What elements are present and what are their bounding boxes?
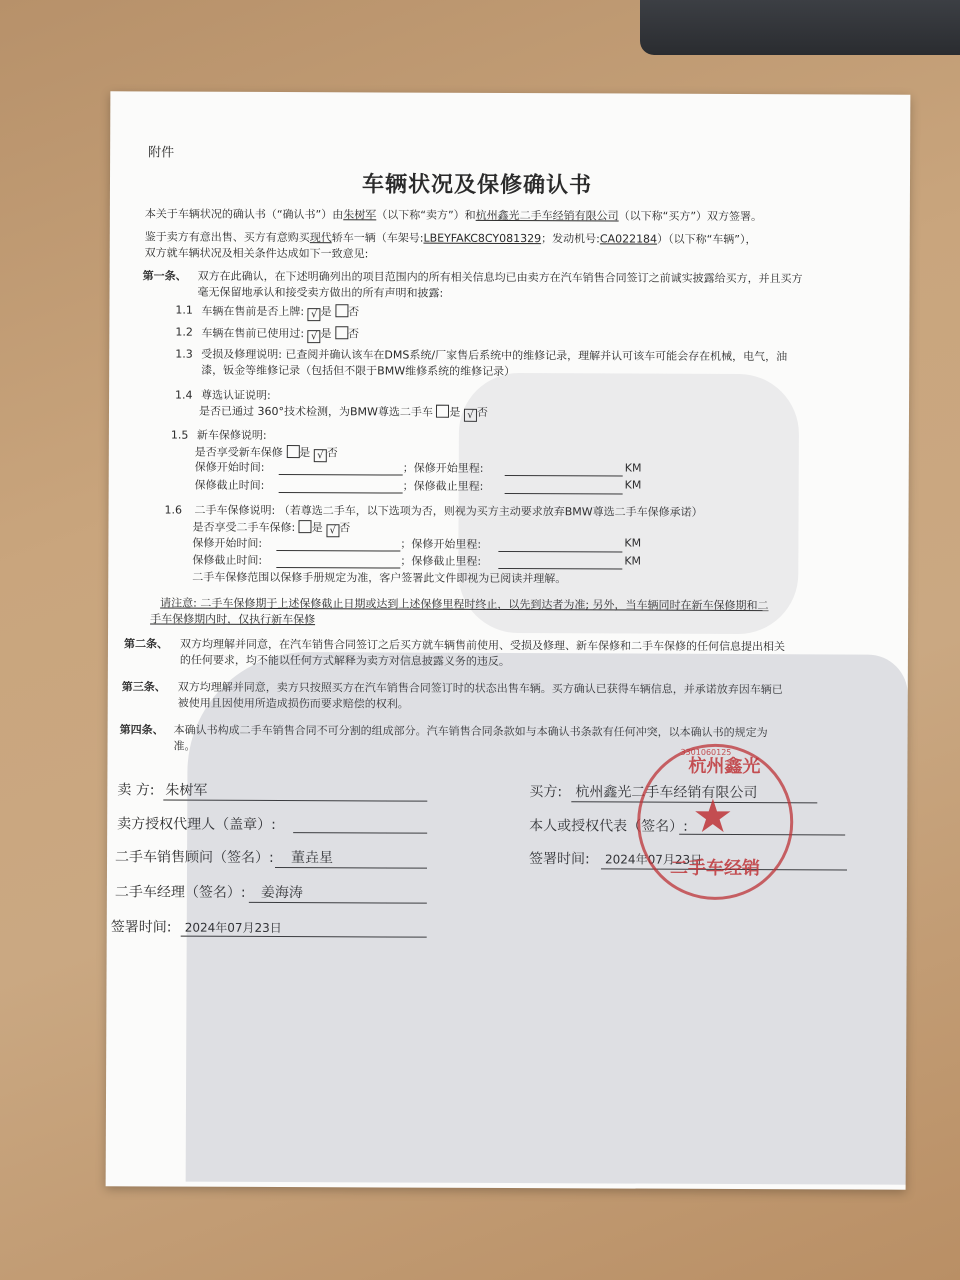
used-start-time-line	[276, 550, 400, 552]
item-1-2-row: 车辆在售前已使用过: √ 是 否	[201, 326, 360, 343]
seller-agent-line	[293, 832, 427, 834]
stamp-star-icon: ★	[692, 788, 734, 843]
seller-signature-value: 朱树军	[165, 782, 208, 799]
used-end-mileage-line	[498, 568, 622, 570]
seller-date-line	[181, 936, 427, 938]
notice-line-b: 手车保修期内时，仅执行新车保修	[150, 612, 316, 627]
attachment-label: 附件	[148, 145, 175, 161]
item-1-6-number: 1.6	[164, 503, 183, 517]
plate-yes-checkbox: √	[308, 308, 321, 321]
article-2-line-a: 双方均理解并同意，在汽车销售合同签订之后买方就车辆售前使用、受损及修理、新车保修和二手车保修的任何信息提出相关	[179, 637, 786, 654]
brand-field: 现代	[309, 231, 332, 245]
new-start-time-line	[279, 474, 403, 476]
item-1-5-number: 1.5	[170, 428, 189, 442]
seller-agent-label: 卖方授权代理人（盖章）:	[117, 816, 276, 833]
item-1-2-number: 1.2	[175, 325, 193, 339]
stamp-serial: 3301060125	[680, 747, 732, 757]
article-3-line-a: 双方均理解并同意，卖方只按照买方在汽车销售合同签订时的状态出售车辆。买方确认已获得车辆信息，并承诺放弃因车辆已	[177, 680, 783, 697]
article-3-label: 第三条、	[121, 680, 166, 694]
article-2-label: 第二条、	[123, 637, 169, 651]
used-car-manager-label: 二手车经理（签名）:	[114, 884, 246, 901]
used-start-mileage-label: ；保修开始里程:	[400, 537, 482, 551]
sales-consultant-label: 二手车销售顾问（签名）:	[115, 849, 274, 866]
item-1-6-row: 是否享受二手车保修: 是 √ 否	[192, 520, 351, 537]
article-4-line-a: 本确认书构成二手车销售合同不可分割的组成部分。汽车销售合同条款如与本确认书条款有任何冲突，以本确认书的规定为	[173, 723, 768, 740]
buyer-name-field: 杭州鑫光二手车经销有限公司	[475, 208, 619, 223]
item-1-3-text-b: 漆，钣金等维修记录（包括但不限于BMW维修系统的维修记录）	[201, 363, 516, 379]
buyer-rep-label: 本人或授权代表（签名）:	[529, 818, 688, 835]
buyer-date-label: 签署时间:	[529, 851, 590, 868]
new-start-mileage-line	[505, 475, 623, 477]
sales-consultant-value: 董垚星	[291, 850, 334, 867]
notice-line-a: 请注意: 二手车保修期于上述保修截止日期或达到上述保修里程时终止，以先到达者为准; 另外，当车辆同时在新车保修期和二	[160, 596, 769, 613]
article-1-text-b: 毫无保留地承认和接受卖方做出的所有声明和披露:	[197, 285, 444, 300]
used-no-checkbox	[335, 326, 348, 339]
new-end-mileage-label: ；保修截止里程:	[402, 479, 484, 493]
new-end-km-unit: KM	[624, 478, 642, 492]
new-warranty-yes-checkbox	[286, 445, 299, 458]
seller-signature-line	[163, 799, 427, 801]
item-1-4-row: 是否已通过 360°技术检测，为BMW尊选二手车 是 √ 否	[198, 404, 488, 421]
used-warranty-scope: 二手车保修范围以保修手册规定为准，客户签署此文件即视为已阅读并理解。	[192, 570, 567, 586]
new-start-mileage-label: ；保修开始里程:	[402, 461, 484, 475]
vin-field: LBEYFAKC8CY081329	[423, 231, 542, 246]
used-end-time-line	[276, 567, 400, 569]
used-end-mileage-label: ；保修截止里程:	[400, 554, 482, 568]
item-1-4-number: 1.4	[175, 388, 193, 402]
seller-date-value: 2024年07月23日	[184, 920, 282, 936]
engine-number-field: CA022184	[599, 232, 658, 246]
new-end-time-line	[279, 492, 403, 494]
company-seal-stamp	[637, 744, 794, 901]
certified-no-checkbox: √	[464, 409, 477, 422]
used-end-time-label: 保修截止时间:	[192, 553, 263, 567]
used-yes-checkbox: √	[308, 330, 321, 343]
article-1-text-a: 双方在此确认，在下述明确列出的项目范围内的所有相关信息均已由卖方在汽车销售合同签订之前诚实披露给买方，并且买方	[197, 269, 803, 286]
intro-line-1: 本关于车辆状况的确认书（“确认书”）由朱树军（以下称“卖方”）和杭州鑫光二手车经销有限公司（以下称“买方”）双方签署。	[144, 207, 763, 224]
item-1-5-row: 是否享受新车保修 是 √ 否	[194, 445, 338, 462]
article-1-label: 第一条、	[142, 269, 187, 283]
new-end-time-label: 保修截止时间:	[194, 478, 265, 492]
intro-line-3: 双方就车辆状况及相关条件达成如下一致意见:	[144, 246, 369, 261]
certified-yes-checkbox	[436, 405, 449, 418]
seller-date-label: 签署时间:	[110, 919, 172, 936]
used-warranty-no-checkbox: √	[326, 524, 339, 537]
item-1-1-number: 1.1	[175, 303, 193, 317]
sales-consultant-line	[275, 867, 427, 869]
used-car-manager-value: 姜海涛	[260, 884, 303, 902]
document-title: 车辆状况及保修确认书	[361, 172, 593, 199]
buyer-signature-label: 买方:	[529, 784, 563, 801]
item-1-1-row: 车辆在售前是否上牌: √ 是 否	[201, 304, 360, 321]
plate-no-checkbox	[335, 304, 348, 317]
article-4-line-b: 准。	[173, 739, 196, 753]
used-warranty-yes-checkbox	[299, 520, 312, 533]
item-1-3-number: 1.3	[175, 347, 193, 361]
stamp-bottom-text: 二手车经销	[669, 857, 761, 880]
used-start-time-label: 保修开始时间:	[192, 536, 263, 550]
used-car-manager-line	[249, 902, 427, 904]
article-2-line-b: 的任何要求，均不能以任何方式解释为卖方对信息披露义务的违反。	[179, 653, 510, 669]
used-end-km-unit: KM	[624, 554, 642, 568]
keyboard-edge	[640, 0, 960, 55]
new-end-mileage-line	[505, 493, 623, 495]
item-1-6-title: 二手车保修说明: （若尊选二手车，以下选项为否，则视为买方主动要求放弃BMW尊选二手车保修承诺）	[194, 503, 703, 519]
used-start-km-unit: KM	[624, 536, 642, 550]
new-start-km-unit: KM	[624, 461, 642, 475]
item-1-4-title: 尊选认证说明:	[201, 388, 271, 402]
article-3-line-b: 被使用且因使用所造成损伤而要求赔偿的权利。	[177, 696, 409, 711]
item-1-5-title: 新车保修说明:	[196, 428, 267, 442]
seller-signature-label: 卖 方:	[117, 782, 155, 799]
intro-line-2: 鉴于卖方有意出售、买方有意购买现代轿车一辆（车架号:LBEYFAKC8CY081329；发动机号:CA022184）（以下称“车辆”），	[144, 230, 757, 247]
phone-shadow-top	[458, 373, 799, 634]
buyer-date-value: 2024年07月23日	[605, 852, 703, 867]
item-1-3-text-a: 受损及修理说明: 已查阅并确认该车在DMS系统/厂家售后系统中的维修记录，理解并认可该车可能会存在机械，电气，油	[201, 347, 788, 364]
buyer-signature-value: 杭州鑫光二手车经销有限公司	[575, 784, 758, 802]
document-page	[106, 91, 911, 1189]
used-start-mileage-line	[498, 551, 622, 553]
new-start-time-label: 保修开始时间:	[194, 460, 265, 474]
article-4-label: 第四条、	[119, 723, 164, 737]
seller-name-field: 朱树军	[343, 208, 377, 222]
new-warranty-no-checkbox: √	[314, 449, 327, 462]
stamp-top-text: 杭州鑫光	[688, 755, 761, 778]
